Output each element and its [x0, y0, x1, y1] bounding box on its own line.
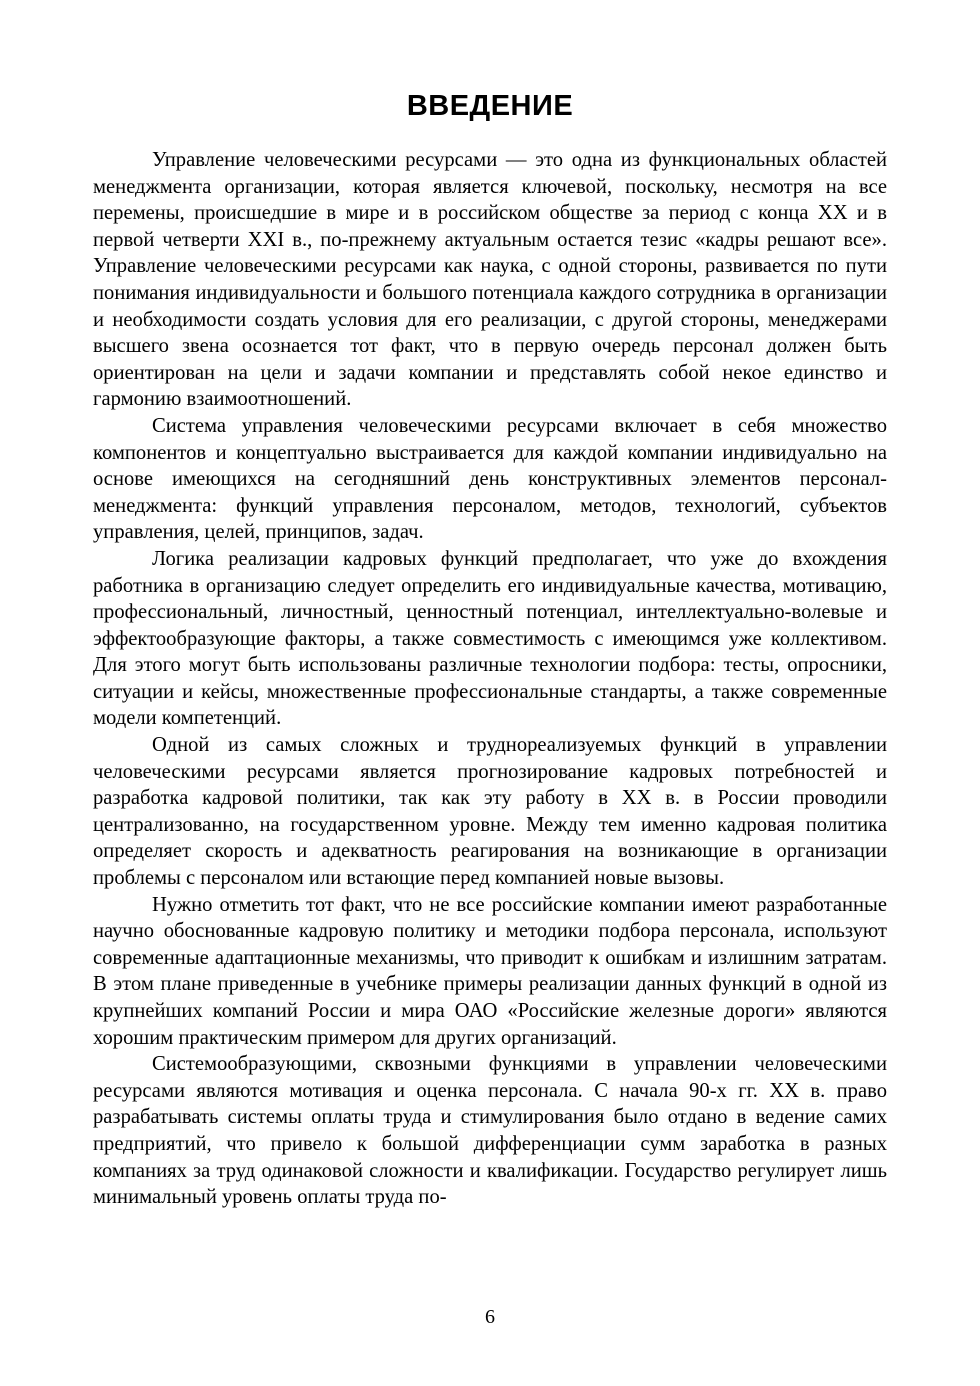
paragraph: Управление человеческими ресурсами — это одна из функциональных областей менеджмента организации, которая является ключевой, поскольку, несмотря на все перемены, происшедшие в мире и в российском обществе за период с конца XX и в первой четверти XXI в., по-прежнему актуальным остается тезис «кадры решают все». Управление человеческими ресурсами как наука, с одной стороны, развивается по пути понимания индивидуальности и большого потенциала каждого сотрудника в организации и необходимости создать условия для его реализации, с другой стороны, менеджерами высшего звена осознается тот факт, что в первую очередь персонал должен быть ориентирован на цели и задачи компании и представлять собой некое единство и гармонию взаимоотношений.: [93, 149, 887, 411]
paragraph: Системообразующими, сквозными функциями в управлении человеческими ресурсами являются мотивация и оценка персонала. С начала 90-х гг. XX в. право разрабатывать системы оплаты труда и стимулирования было отдано в ведение самих предприятий, что привело к большой дифференциации сумм заработка в разных компаниях за труд одинаковой сложности и квалификации. Государство регулирует лишь минимальный уровень оплаты труда по-: [93, 1053, 887, 1209]
paragraph: Система управления человеческими ресурсами включает в себя множество компонентов и концептуально выстраивается для каждой компании индивидуально на основе имеющихся на сегодняшний день конструктивных элементов персонал-менеджмента: функций управления персоналом, методов, технологий, субъектов управления, целей, принципов, задач.: [93, 414, 887, 544]
page-number: 6: [485, 1306, 495, 1328]
paragraph: Одной из самых сложных и труднореализуемых функций в управлении человеческими ресурсами является прогнозирование кадровых потребностей и разработка кадровой политики, так как эту работу в XX в. в России проводили централизованно, на государственном уровне. Между тем именно кадровая политика определяет скорость и адекватность реагирования на возникающие в организации проблемы с персоналом или встающие перед компанией новые вызовы.: [93, 734, 887, 890]
page-title: ВВЕДЕНИЕ: [406, 90, 574, 122]
paragraph: Логика реализации кадровых функций предполагает, что уже до вхождения работника в организацию следует определить его индивидуальные качества, мотивацию, профессиональный, личностный, ценностный потенциал, интеллектуально-волевые и эффектообразующие факторы, а также совместимость с имеющимся уже коллективом. Для этого могут быть использованы различные технологии подбора: тесты, опросники, ситуации и кейсы, множественные профессиональные стандарты, а также современные модели компетенций.: [93, 547, 887, 730]
body-text: [93, 147, 887, 1211]
paragraph: Нужно отметить тот факт, что не все российские компании имеют разработанные научно обоснованные кадровую политику и методики подбора персонала, используют современные адаптационные механизмы, что приводит к ошибкам и излишним затратам. В этом плане приведенные в учебнике примеры реализации данных функций в одной из крупнейших компаний России и мира ОАО «Российские железные дороги» являются хорошим практическим примером для других организаций.: [93, 893, 887, 1049]
